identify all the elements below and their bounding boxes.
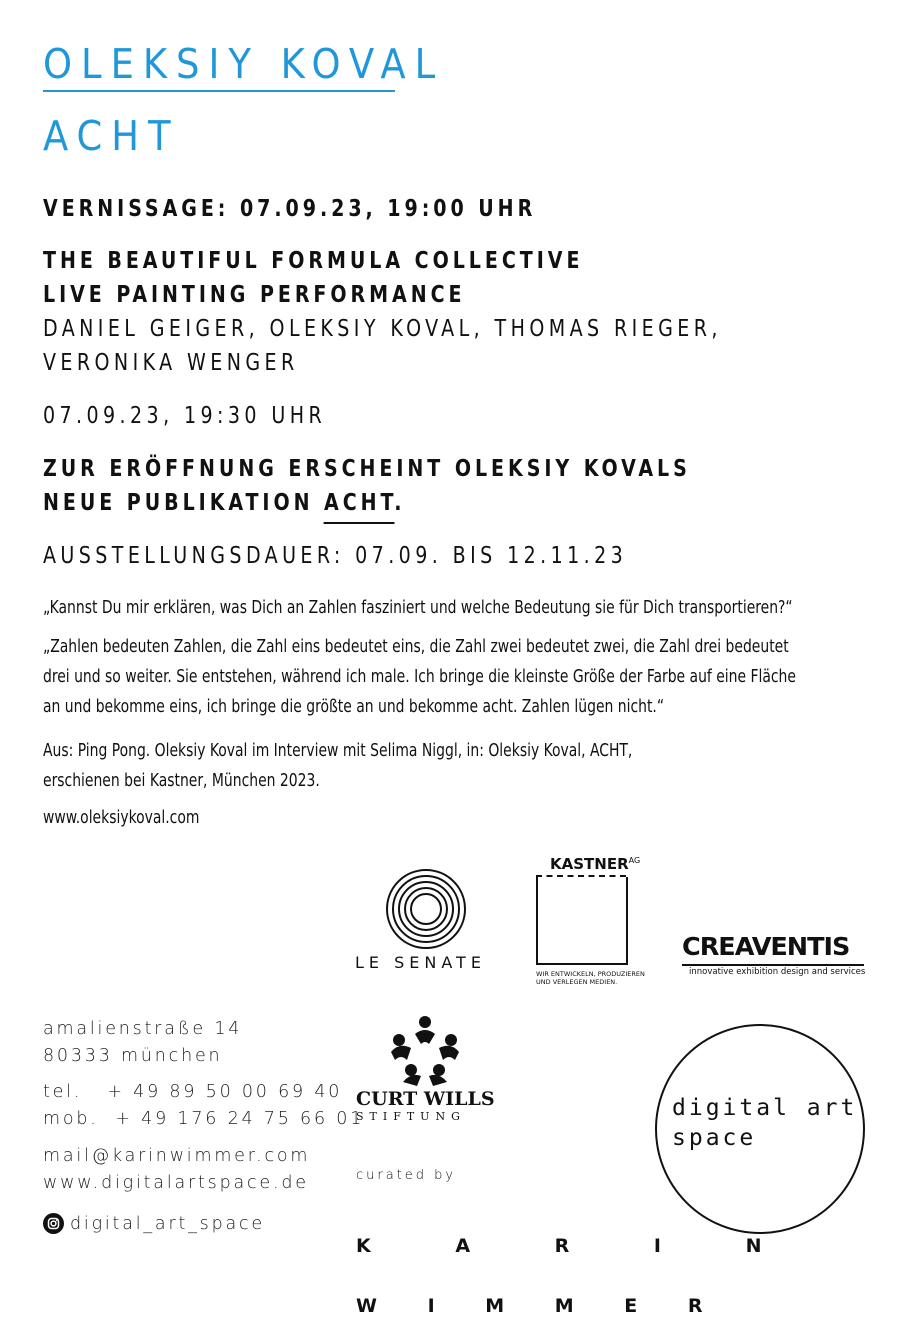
- performance-line-1: THE BEAUTIFUL FORMULA COLLECTIVE: [43, 248, 584, 274]
- quote-question: „Kannst Du mir erklären, was Dich an Zahlen fasziniert und welche Bedeutung sie für Dich transportieren?“: [43, 597, 793, 618]
- phone-number[interactable]: tel. + 49 89 50 00 69 40: [43, 1082, 343, 1102]
- digital-art-space-text: [672, 1093, 857, 1153]
- creaventis-tagline: innovative exhibition design and services: [689, 967, 866, 977]
- performance-line-2: LIVE PAINTING PERFORMANCE: [43, 282, 466, 308]
- creaventis-logo-text: CREAVENTIS: [682, 932, 850, 961]
- creaventis-rule: [682, 964, 864, 966]
- publication-title: ACHT: [324, 490, 394, 524]
- performance-time: 07.09.23, 19:30 UHR: [43, 403, 327, 429]
- vernissage-heading: VERNISSAGE: 07.09.23, 19:00 UHR: [43, 196, 537, 222]
- address-street: amalienstraße 14: [43, 1019, 243, 1039]
- quote-answer-1: „Zahlen bedeuten Zahlen, die Zahl eins bedeutet eins, die Zahl zwei bedeutet zwei, die Zahl drei bedeutet: [43, 636, 789, 657]
- digital-art-space-line-1: digital art: [672, 1095, 858, 1121]
- curt-wills-figures-icon: [385, 1012, 465, 1087]
- curt-wills-name: CURT WILLS: [356, 1088, 495, 1110]
- quote-source-2: erschienen bei Kastner, München 2023.: [43, 770, 320, 791]
- curt-wills-stiftung: STIFTUNG: [356, 1110, 466, 1123]
- curator-last-name: W I M M E R: [356, 1295, 725, 1317]
- exhibition-duration: AUSSTELLUNGSDAUER: 07.09. BIS 12.11.23: [43, 543, 628, 569]
- kastner-box: [536, 877, 628, 965]
- quote-answer-2: drei und so weiter. Sie entstehen, während ich male. Ich bringe die kleinste Größe der Farbe auf eine Fläche: [43, 666, 796, 687]
- publication-suffix: .: [394, 490, 406, 516]
- address-city: 80333 münchen: [43, 1046, 223, 1066]
- artist-website-link[interactable]: www.oleksiykoval.com: [43, 807, 200, 828]
- quote-source-1: Aus: Ping Pong. Oleksiy Koval im Interview mit Selima Niggl, in: Oleksiy Koval, ACHT,: [43, 740, 633, 761]
- instagram-handle[interactable]: digital_art_space: [70, 1214, 265, 1234]
- le-senate-rings-icon: [385, 868, 467, 950]
- kastner-tagline: WIR ENTWICKELN, PRODUZIEREN UND VERLEGEN MEDIEN.: [536, 970, 645, 986]
- le-senate-logo: [385, 868, 467, 950]
- curated-by-label: curated by: [356, 1168, 457, 1183]
- website-link[interactable]: www.digitalartspace.de: [43, 1173, 309, 1193]
- kastner-name: $KASTNER^{AG}$: [550, 855, 641, 873]
- digital-art-space-line-2: space: [672, 1125, 757, 1151]
- publication-line-1: ZUR ERÖFFNUNG ERSCHEINT OLEKSIY KOVALS: [43, 456, 691, 482]
- performance-names-2: VERONIKA WENGER: [43, 350, 299, 376]
- quote-answer-3: an und bekomme eins, ich bringe die größte an und bekomme acht. Zahlen lügen nicht.“: [43, 696, 665, 717]
- le-senate-label: LE SENATE: [355, 953, 486, 972]
- publication-line-2: [43, 490, 405, 516]
- artist-name: OLEKSIY KOVAL: [43, 40, 445, 88]
- email-link[interactable]: mail@karinwimmer.com: [43, 1146, 311, 1166]
- publication-prefix: NEUE PUBLIKATION: [43, 490, 325, 516]
- performance-names-1: DANIEL GEIGER, OLEKSIY KOVAL, THOMAS RIEGER,: [43, 316, 722, 342]
- instagram-icon: [43, 1213, 64, 1234]
- artist-underline: [43, 90, 395, 92]
- exhibition-title: ACHT: [43, 112, 180, 160]
- mobile-number[interactable]: mob. + 49 176 24 75 66 01: [43, 1109, 365, 1129]
- curator-first-name: K A R I N: [356, 1235, 801, 1257]
